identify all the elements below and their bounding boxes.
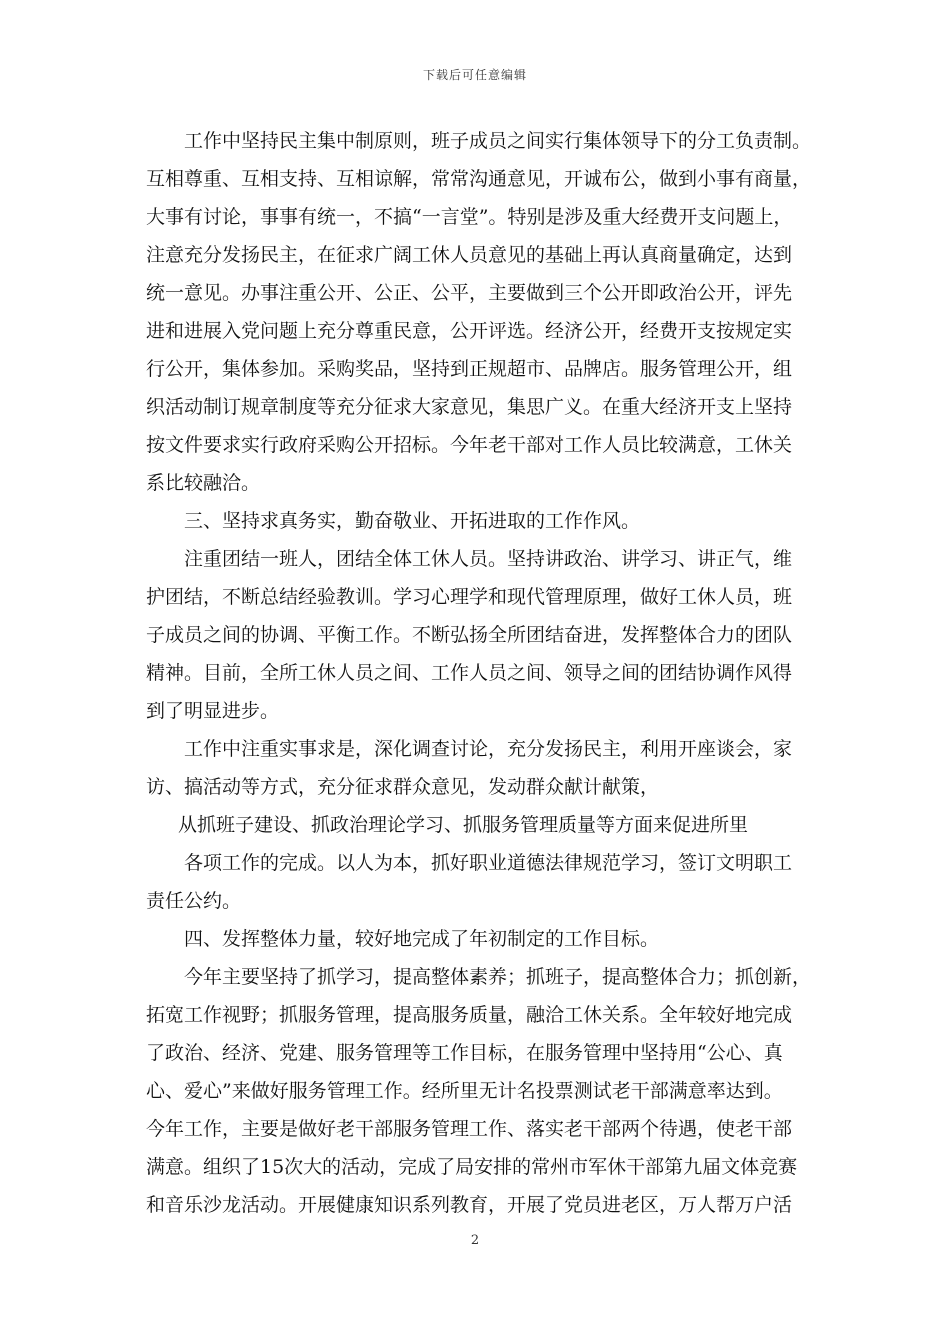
document-body xyxy=(146,122,822,1224)
text-line: 注意充分发扬民主，在征求广阔工休人员意见的基础上再认真商量确定，达到 xyxy=(146,244,793,266)
text-line: 子成员之间的协调、平衡工作。不断弘扬全所团结奋进，发挥整体合力的团队 xyxy=(146,624,793,646)
text-line: 进和进展入党问题上充分尊重民意，公开评选。经济公开，经费开支按规定实 xyxy=(146,320,793,342)
page-number: 2 xyxy=(470,1233,480,1248)
text-line: 从抓班子建设、抓政治理论学习、抓服务管理质量等方面来促进所里 xyxy=(178,814,749,836)
text-line: 互相尊重、互相支持、互相谅解，常常沟通意见，开诚布公，做到小事有商量， xyxy=(146,168,812,190)
section-heading: 四、发挥整体力量，较好地完成了年初制定的工作目标。 xyxy=(184,928,660,950)
text-line: 工作中注重实事求是，深化调查讨论，充分发扬民主，利用开座谈会，家 xyxy=(184,738,793,760)
text-line: 行公开，集体参加。采购奖品，坚持到正规超市、品牌店。服务管理公开，组 xyxy=(146,358,793,380)
text-line: 系比较融洽。 xyxy=(146,472,261,494)
text-line: 今年主要坚持了抓学习，提高整体素养；抓班子，提高整体合力；抓创新， xyxy=(184,966,812,988)
text-line: 按文件要求实行政府采购公开招标。今年老干部对工作人员比较满意，工休关 xyxy=(146,434,793,456)
text-line: 访、搞活动等方式，充分征求群众意见，发动群众献计献策， xyxy=(146,776,660,798)
text-line: 大事有讨论，事事有统一，不搞“一言堂”。特别是涉及重大经费开支问题上， xyxy=(146,206,793,228)
text-line: 织活动制订规章制度等充分征求大家意见，集思广义。在重大经济开支上坚持 xyxy=(146,396,793,418)
text-line: 注重团结一班人，团结全体工休人员。坚持讲政治、讲学习、讲正气，维 xyxy=(184,548,793,570)
text-line: 满意。组织了15次大的活动，完成了局安排的常州市军休干部第九届文体竞赛 xyxy=(146,1156,798,1178)
section-heading: 三、坚持求真务实，勤奋敬业、开拓进取的工作作风。 xyxy=(184,510,641,532)
text-line: 各项工作的完成。以人为本，抓好职业道德法律规范学习，签订文明职工 xyxy=(184,852,793,874)
text-line: 责任公约。 xyxy=(146,890,242,912)
text-line: 统一意见。办事注重公开、公正、公平，主要做到三个公开即政治公开，评先 xyxy=(146,282,793,304)
text-line: 心、爱心”来做好服务管理工作。经所里无计名投票测试老干部满意率达到。 xyxy=(146,1080,783,1102)
text-line: 精神。目前，全所工休人员之间、工作人员之间、领导之间的团结协调作风得 xyxy=(146,662,793,684)
text-line: 护团结，不断总结经验教训。学习心理学和现代管理原理，做好工休人员，班 xyxy=(146,586,793,608)
text-line: 和音乐沙龙活动。开展健康知识系列教育，开展了党员进老区，万人帮万户活 xyxy=(146,1194,793,1216)
text-line: 拓宽工作视野；抓服务管理，提高服务质量，融洽工休关系。全年较好地完成 xyxy=(146,1004,793,1026)
page-header: 下载后可任意编辑 xyxy=(422,68,527,82)
text-line: 今年工作，主要是做好老干部服务管理工作、落实老干部两个待遇，使老干部 xyxy=(146,1118,793,1140)
text-line: 工作中坚持民主集中制原则，班子成员之间实行集体领导下的分工负责制。 xyxy=(184,130,812,152)
text-line: 到了明显进步。 xyxy=(146,700,280,722)
text-line: 了政治、经济、党建、服务管理等工作目标，在服务管理中坚持用“公心、真 xyxy=(146,1042,783,1064)
